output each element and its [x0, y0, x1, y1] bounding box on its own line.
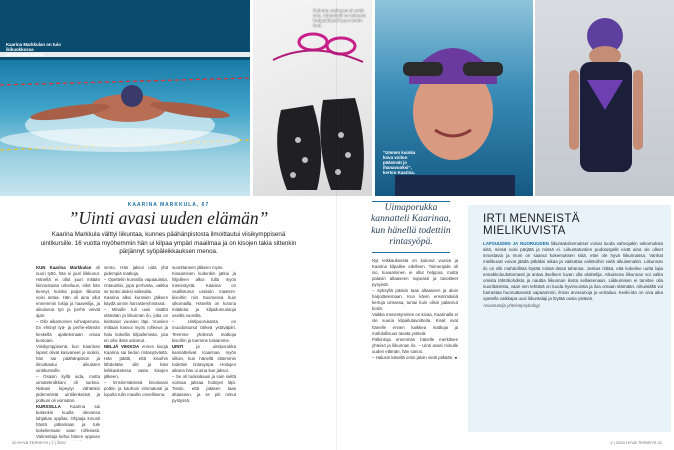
photo-swimmer-standing [535, 0, 674, 196]
paragraph: suorittaneen jälkeen myös. [172, 265, 224, 270]
swimmer-caption: Kaarina Markkulan on tuio ikikuokkossa uintimestaruskeis. [6, 42, 61, 57]
pull-quote: Uimaporukka kannatteli Kaarinaa, kun hänellä todettiin rintasyöpä. [371, 202, 451, 248]
paragraph: Palkintoja enemmän hänelle merkitsee yhteisö ja liikunnan ilo. – Uinti avasi minulle uuden elämän, hän sanoo. [372, 336, 458, 354]
paragraph: KURSSILLA Kaarina sai kuitenkin kuulla olevansa lahjakas oppilas. Ohjaaja innosti häntä jatkamaan ja tule kokeilemaan vaan rohkeasti. Valmentaja kehui hänen oppivan [36, 404, 100, 440]
paragraph: – Ensimmäisissä kisoissani potkin ja kauhoin vimmatusti ja lopulta tulin maaliin onnellisena. [104, 379, 168, 397]
sidebar-title: IRTI MENNEISTÄ MIELIKUVISTA [483, 212, 580, 238]
paragraph: Kaarina alkoi kurssien jälkeen käydä uinnin harrasteryhmässä. [104, 295, 168, 307]
photo-portrait-swimmer [375, 0, 533, 196]
sidebar-text: liikuntakokemukset voivat luoda vahvojakin uskomuksia siitä, missä voisi pärjätä ja missä ei. Liikuntatuntien pudotuspelit eivät aina ole olleet innostavia ja moni on saanut kokemuksen siitä, ettei ole hyvä liikunnassa. Vanhat mielikuvat voivat jäädä pitkäksi aikaa ja vaikuttaa valintoihin vielä aikuisenakin. Liikunnan ilo on silti mahdollista löytää missä iässä tahansa. Joskus riittää, että kokeilee uutta lajia ennakkoluulottomasti ja antaa itselleen luvan olla aloittelija. Aikuisena liikunnan voi valita omista lähtökohdista ja nauttia liikunnan ilosta sellaisenaan. Liikkumisen ei tarvitse olla suorittamista, vaan sen tehtävä on tuoda hyvinvointia ja iloa omaan elämään. Aikuisiällä voi harrastaa huomattavasti vapaammin, ilman arvosanoja ja vertailua. Keski-iän on oiva aika opetella vaikkapa uusi liikuntalaji ja löytää uusia ystäviä. [483, 241, 663, 302]
paragraph: – Opettelin kurssilla vapaauintia, rintauintia, jopa perhosta, vaikka se tuntui aluksi vaikealta. [104, 277, 168, 295]
sidebar-lead: LAPSUUDEN JA NUORUUDEN [483, 241, 549, 246]
photo-butterfly-swimmer [0, 0, 250, 196]
paragraph: KUN Kaarina Markkulan oli nuori tyttö, hän ei juuri liikkunut. Hänellä ei ollut juuri mitään kiinnostusta urheiluun, eikä hän tiennyt, kuinka paljon liikunta voisi antaa. Hän oli aina ollut ennemmin lukija ja haaveilija, ja aikuisena työ ja perhe veivät ajan. [36, 265, 100, 319]
portrait-caption: “Ummm kuinka kova voiton pääsevät jo ihanavuoksi”, kertoo Kaarina. [383, 150, 416, 175]
paragraph: UINTI ja uintiporukka kannattelivat Kaarinaa myös silloin, kun hänellä sittemmin todettiin rintasyöpä. Hoitojen aikana hän ui aina kun jaksoi. [172, 343, 236, 373]
paragraph: – Olin aikamoinen sohvaperuna. En ehtinyt tyä- ja perhe-elämän keskellä ajattelemaan omaa kuntoani. [36, 319, 100, 343]
paragraph: Kisaaminen kuitenkin jatkui ja hiljalleen alkoi tulla myös menestystä. Kaarina on osallistunut useisiin masters-kisoihin niin Suomessa kuin ulkomailla. Hänellä on kotona mitaleita ja kilpailumuistoja useilta vuosilta. [172, 271, 236, 319]
article-column-2 [104, 265, 168, 441]
photo-swim-gear [253, 0, 372, 196]
article-headline: ”Uinti avasi uuden elämän” [68, 208, 269, 228]
paragraph: Viisikymppisenä, kun Kaarinan lapset olivat kasvaneet jo isoiksi, hän sai päähänpiston ja ilmoittautui aikuisten uintikurssille. [36, 343, 100, 373]
article-kicker: KAARINA MARKKULA, 67 [127, 202, 210, 208]
article-column-3 [172, 265, 236, 441]
paragraph: Vaikka menestyminen on kivaa, Kaarinalla ei ole suuria kilpailutavoitteita. Kisat ovat hänelle ennen kaikkea matkoja ja mahdollisuus tavata ystäviä. [372, 312, 458, 336]
sandals-goggles-illustration [253, 0, 372, 196]
paragraph: – Osasin kyllä uida, mutta uimatekniikkani oli surkea. Niskani kipeytyi vähänkin pidemmistä uintilenkeistä ja potkuni oli voimaton. [36, 373, 100, 404]
sidebar-credit: Asiantuntija yhteisöpsykologi [483, 302, 540, 308]
paragraph: Nyt leikkauksesta on kulunut vuosia ja Kaarina kilpailee edelleen. Toimenpide oli iso, kuvaaminen ei ollut helppoa, mutta palasin altaaseen nopeasti ja tavoitteet pysyivät. [372, 258, 458, 288]
paragraph: – Se oli tuokiokausi ja sain sieltä voimaa jaksaa hoitojen läpi. Tiesin, että pääsen taas altaaseen, ja se piti minut pystyssä. [172, 373, 236, 404]
paragraph: – Syksyllä pääsin taas altaaseen ja aloin harjoittelemaan. Kun kävin ensimmäisiä kertoja uimassa, tuntui kuin olisin palannut kotiin. [372, 288, 458, 312]
sidebar-body [483, 241, 663, 421]
sandals-caption: Paluuta entiseen ei enää tule. Uimahalli on toisena kotipaikkani kaan lemin heti. [313, 8, 366, 28]
footer-left: 20 HYVÄ TERVEYS | 2 | 2020 [12, 440, 66, 445]
paragraph: NELJÄ VIIKKOA ennen kisoja Kaarina sai tiedon rintasyövästä. Hän päätti, että kisoihin lähdetään silti ja kävi leikkauksessa vasta kisojen jälkeen. [104, 343, 168, 379]
standing-swimmer-illustration [535, 0, 674, 196]
paragraph: – Minulle tuli uusi sisältö elämään ja liikunnan ilo, joka on kantanut vuosien läpi. Vuosien mittaan kasvoi myös rohkeus ja halu kokeilla kilpailemista, jota en olisi ikinä uskonut. [104, 307, 168, 343]
article-lead: Kaarina Markkula välttyi liikuntaa, kunnes päähänpistosta ilmoittautui viisikymppisenä uintikursille. 16 vuotta myöhemmin hän ui kilpaa ympäri maailmaa ja on kisojen takia sittenkin pärjännyt syöpäleikkauksen menoa. [40, 231, 297, 256]
pull-quote-rule-bottom [372, 252, 450, 253]
paragraph: – Halusin kävellä omin jaloin vielä pitkään. ● [372, 354, 458, 360]
paragraph: sento. Hän jaksoi uida yhä pidempiä matkoja. [104, 265, 168, 277]
paragraph: – Uintipoorukasta on muodostunut tärkeä ystäväpiiri. Teemme yhdessä matkoja kisoihin ja tuemme toisiamme. [172, 319, 236, 343]
footer-right: 2 | 2020 HYVÄ TERVEYS 21 [610, 440, 662, 445]
article-column-4 [372, 258, 458, 430]
article-column-1 [36, 265, 100, 441]
swimmer-illustration [0, 0, 250, 196]
